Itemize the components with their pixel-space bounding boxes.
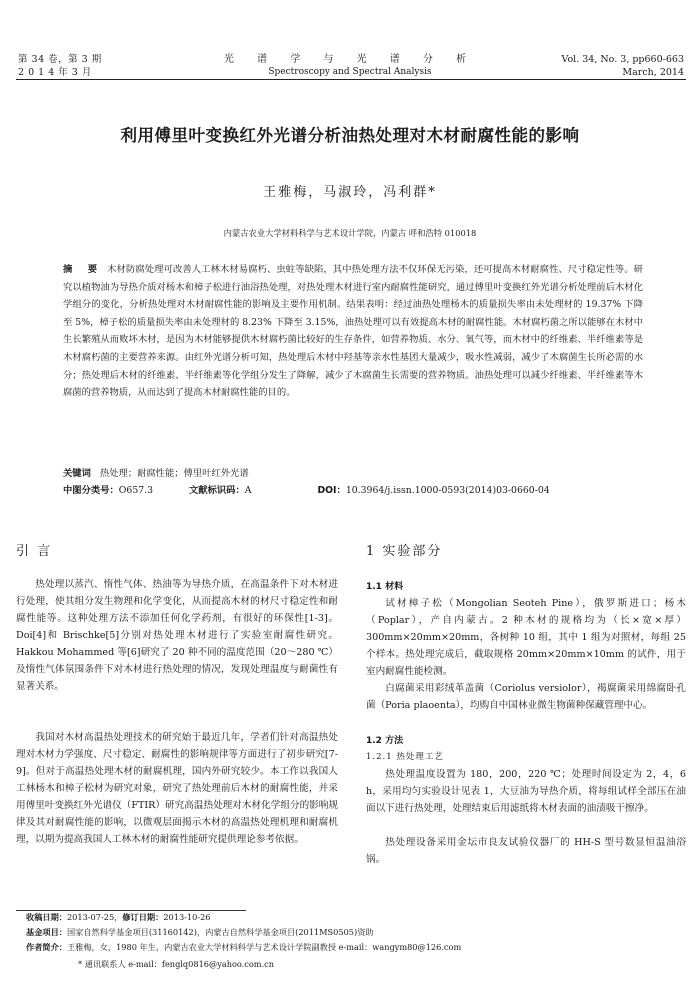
header-rule bbox=[16, 79, 686, 80]
clc-code: O657.3 bbox=[118, 485, 154, 496]
materials-paragraph-2: 白腐菌采用彩绒革盖菌（Coriolus versiolor），褐腐菌采用绵腐卧孔菌（Poria plaoenta），均购自中国林业微生物菌种保藏管理中心。 bbox=[366, 683, 686, 711]
keywords-text: 热处理；耐腐性能；傅里叶红外光谱 bbox=[99, 468, 249, 479]
footnote-fund bbox=[26, 925, 374, 939]
author-list: 王雅梅，马淑玲，冯利群* bbox=[263, 185, 437, 200]
article-title: 利用傅里叶变换红外光谱分析油热处理对木材耐腐性能的影响 bbox=[120, 126, 580, 145]
intro-heading: 引 言 bbox=[16, 544, 53, 559]
footnote-dates bbox=[26, 910, 211, 924]
author-bio-label: 作者简介： bbox=[26, 942, 67, 952]
abstract bbox=[63, 261, 643, 402]
keywords-block bbox=[63, 465, 643, 499]
clc-label: 中图分类号： bbox=[63, 485, 119, 496]
footnote-author bbox=[26, 940, 461, 954]
doi-value: 10.3964/j.issn.1000-0593(2014)03-0660-04 bbox=[345, 485, 550, 496]
revised-label: 修订日期： bbox=[122, 912, 164, 922]
volume-line: 第 34 卷，第 3 期 bbox=[18, 54, 102, 65]
keywords-label: 关键词 bbox=[63, 468, 91, 479]
volume-en: Vol. 34, No. 3, pp660-663 bbox=[561, 54, 684, 65]
keywords-row bbox=[63, 465, 643, 482]
footnote-correspondence: * 通讯联系人 e-mail：fenglq0816@yahoo.com.cn bbox=[78, 959, 275, 969]
doc-code: A bbox=[244, 485, 252, 496]
journal-name-zh: 光 谱 学 与 光 谱 分 析 bbox=[223, 54, 477, 65]
received-label: 收稿日期： bbox=[26, 912, 67, 922]
doc-code-label: 文献标识码： bbox=[188, 485, 245, 496]
methods-paragraph-1: 热处理温度设置为 180，200，220 ℃；处理时间设定为 2，4，6 h，采用均匀实验设计见表 1，大豆油为导热介质，将每组试样全部压在油面以下进行热处理，处理结束后用滤纸将木材表面的油渍吸干擦净。 bbox=[366, 769, 686, 814]
date-line: 2 0 1 4 年 3 月 bbox=[18, 67, 92, 78]
intro-paragraph-1: 热处理以蒸汽、惰性气体、热油等为导热介质，在高温条件下对木材进行处理，使其组分发生物理和化学变化，从而提高木材的材尺寸稳定性和耐腐性能等。这种处理方法不添加任何化学药剂，有很好的环保性[1-3]。Doi[4]和 Brischke[5]分别对热处理木材进行了实验室耐腐性研究。Hakkou Mohammed 等[6]研究了 20 种不同的温度范围（20～280 ℃）及惰性气体氛围条件下对木材进行热处理的情况，发现处理温度与耐菌性有显著关系。 bbox=[16, 579, 338, 692]
abstract-text: 木材防腐处理可改善人工林木材易腐朽、虫蛀等缺陷，其中热处理方法不仅环保无污染，还可提高木材耐腐性、尺寸稳定性等。研究以植物油为导热介质对杨木和樟子松进行油浴热处理，对热处理木材进行室内耐腐性能研究，通过傅里叶变换红外光谱分析处理前后木材化学组分的变化，分析热处理对木材耐腐性能的影响及主要作用机制。结果表明：经过油热处理杨木的质量损失率由未处理材的 19.37% 下降至 5%，樟子松的质量损失率由未处理材的 8.23% 下降至 3.15%，油热处理可以有效提高木材的耐腐性能。木材腐朽菌之所以能够在木材中生长繁殖从而败坏木材，是因为木材能够提供木材腐朽菌比较好的生存条件，如营养物质、水分、氧气等，而木材中的纤维素、半纤维素等是木材腐朽菌的主要营养来源。由红外光谱分析可知，热处理后木材中羟基等亲水性基团大量减少，吸水性减弱，减少了木腐菌生长所必需的水分；热处理后木材的纤维素、半纤维素等化学组分发生了降解，减少了木腐菌生长需要的营养物质。油热处理可以减少纤维素、半纤维素等木腐菌的营养物质，从而达到了提高木材耐腐性能的目的。 bbox=[63, 264, 643, 399]
author-bio-text: 王雅梅，女，1980 年生，内蒙古农业大学材料科学与艺术设计学院副教授 e-mail：wangym80@126.com bbox=[66, 942, 462, 952]
fund-text: 国家自然科学基金项目(31160142)，内蒙古自然科学基金项目(2011MS0505)资助 bbox=[66, 927, 374, 937]
date-en: March, 2014 bbox=[622, 67, 684, 78]
received-date: 2013-07-25， bbox=[66, 912, 123, 922]
journal-name-en: Spectroscopy and Spectral Analysis bbox=[268, 67, 432, 77]
affiliation: 内蒙古农业大学材料科学与艺术设计学院，内蒙古 呼和浩特 010018 bbox=[223, 228, 477, 238]
heat-treatment-heading: 1.2.1 热处理工艺 bbox=[366, 752, 444, 762]
materials-paragraph-1: 试材樟子松（Mongolian Seoteh Pine），俄罗斯进口；杨木（Poplar），产自内蒙古。2 种木材的规格均为（长×宽×厚）300mm×20mm×20mm，各树种 10 组，其中 1 组为对照材，每组 25 个样本。热处理完成后，截取规格 20mm×20mm×10mm 的试件，用于室内耐腐性能检测。 bbox=[366, 598, 686, 677]
methods-heading: 1.2 方法 bbox=[366, 736, 404, 746]
fund-label: 基金项目： bbox=[26, 927, 67, 937]
materials-heading: 1.1 材料 bbox=[366, 582, 404, 592]
abstract-label: 摘 要 bbox=[63, 264, 104, 275]
running-header bbox=[0, 0, 700, 80]
doi-label: DOI： bbox=[317, 485, 346, 496]
intro-paragraph-2: 我国对木材高温热处理技术的研究始于最近几年，学者们针对高温热处理对木材力学强度、尺寸稳定、耐腐性的影响规律等方面进行了初步研究[7-9]。但对于高温热处理木材的耐腐机理，国内外研究较少。本工作以我国人工林杨木和樟子松材为研究对象，研究了热处理前后木材的耐腐性能，并采用傅里叶变换红外光谱仪（FTIR）研究高温热处理对木材化学组分的影响规律及其对耐腐性能的影响，以微观层面揭示木材的高温热处理机理和耐腐机理，以期为提高我国人工林木材的耐腐性能研究提供理论参考依据。 bbox=[16, 732, 338, 845]
methods-paragraph-2: 热处理设备采用金坛市良友试验仪器厂的 HH-S 型号数显恒温油浴锅。 bbox=[366, 837, 686, 865]
classification-row bbox=[63, 482, 643, 499]
header-volume-en bbox=[561, 53, 684, 79]
revised-date: 2013-10-26 bbox=[163, 912, 211, 922]
experiment-heading: 1 实验部分 bbox=[366, 544, 443, 559]
